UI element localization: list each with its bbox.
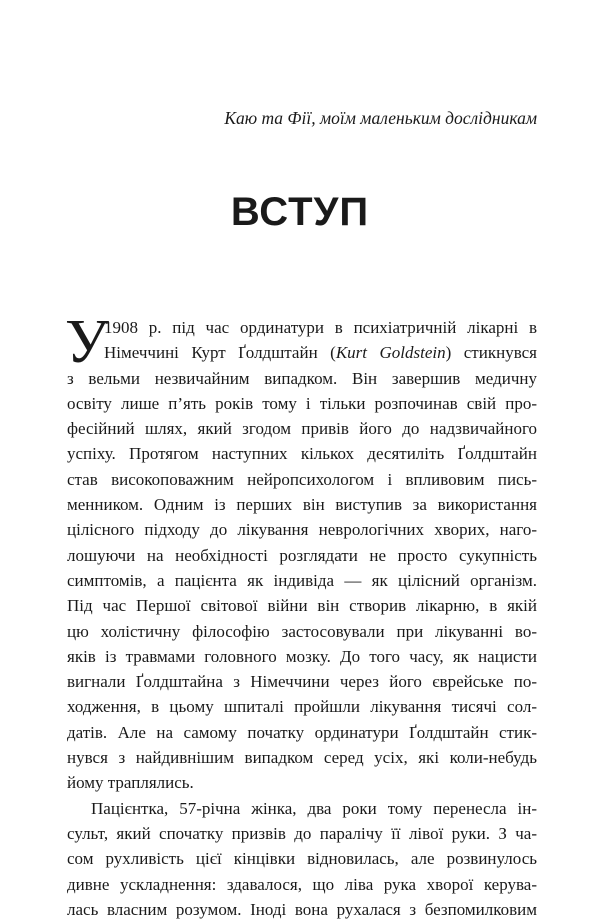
- paragraph-2: [67, 796, 537, 922]
- text-line: Пацієнтка, 57-річна жінка, два роки тому перенесла ін-: [91, 798, 537, 818]
- text-line: яків із травмами головного мозку. До того часу, як нацисти: [67, 646, 537, 666]
- text-line: симптомів, а пацієнта як індивіда — як цілісний організм.: [67, 570, 537, 590]
- text-line: [67, 340, 537, 365]
- drop-cap: У: [65, 308, 109, 376]
- text-line: лошуючи на необхідності розглядати не просто сукупність: [67, 545, 537, 565]
- author-name-italic: Kurt Goldstein: [335, 343, 446, 363]
- text-line: вигнали Ґолдштайна з Німеччини через його єврейське по-: [67, 672, 537, 692]
- text-line: цю холістичну філософію застосовували при лікуванні во-: [67, 621, 537, 641]
- body-text: [65, 308, 537, 922]
- text-segment: ) стикнувся: [445, 343, 537, 363]
- text-line: датів. Але на самому початку ординатури Ґолдштайн стик-: [67, 722, 537, 742]
- chapter-title: ВСТУП: [230, 190, 370, 234]
- text-line: з вельми незвичайним випадком. Він завершив медичну: [67, 368, 537, 388]
- text-line: цілісного підходу до лікування неврологічних хворих, наго-: [67, 520, 537, 540]
- text-line: успіху. Протягом наступних кількох десятиліть Ґолдштайн: [67, 444, 537, 464]
- text-line: лась власним розумом. Іноді вона рухалася з безпомилковим: [67, 899, 537, 919]
- text-line: сом рухливість цієї кінцівки відновилась, але розвинулось: [67, 849, 537, 869]
- text-line: сульт, який спочатку призвів до паралічу її лівої руки. З ча-: [67, 823, 537, 843]
- text-line: ходження, в цьому шпиталі пройшли лікування тисячі сол-: [67, 697, 537, 717]
- text-segment: Німеччині Курт Ґолдштайн (: [104, 343, 336, 363]
- text-line: освіту лише п’ять років тому і тільки розпочинав свій про-: [67, 393, 537, 413]
- text-line: нувся з найдивнішим випадком серед усіх, які коли-небудь: [67, 748, 537, 768]
- text-line: став високоповажним нейропсихологом і впливовим пись-: [67, 469, 537, 489]
- dedication: Каю та Фії, моїм маленьким дослідникам: [224, 108, 537, 128]
- text-line: фесійний шлях, який згодом привів його до надзвичайного: [67, 419, 537, 439]
- text-line: 1908 р. під час ординатури в психіатричній лікарні в: [104, 318, 537, 337]
- text-line: йому траплялись.: [67, 773, 194, 793]
- text-line: менником. Одним із перших він виступив за використання: [67, 495, 537, 515]
- text-line: дивне ускладнення: здавалося, що ліва рука хворої керува-: [67, 874, 537, 894]
- paragraph-1: [67, 315, 537, 796]
- text-line: Під час Першої світової війни він створив лікарню, в якій: [67, 596, 537, 616]
